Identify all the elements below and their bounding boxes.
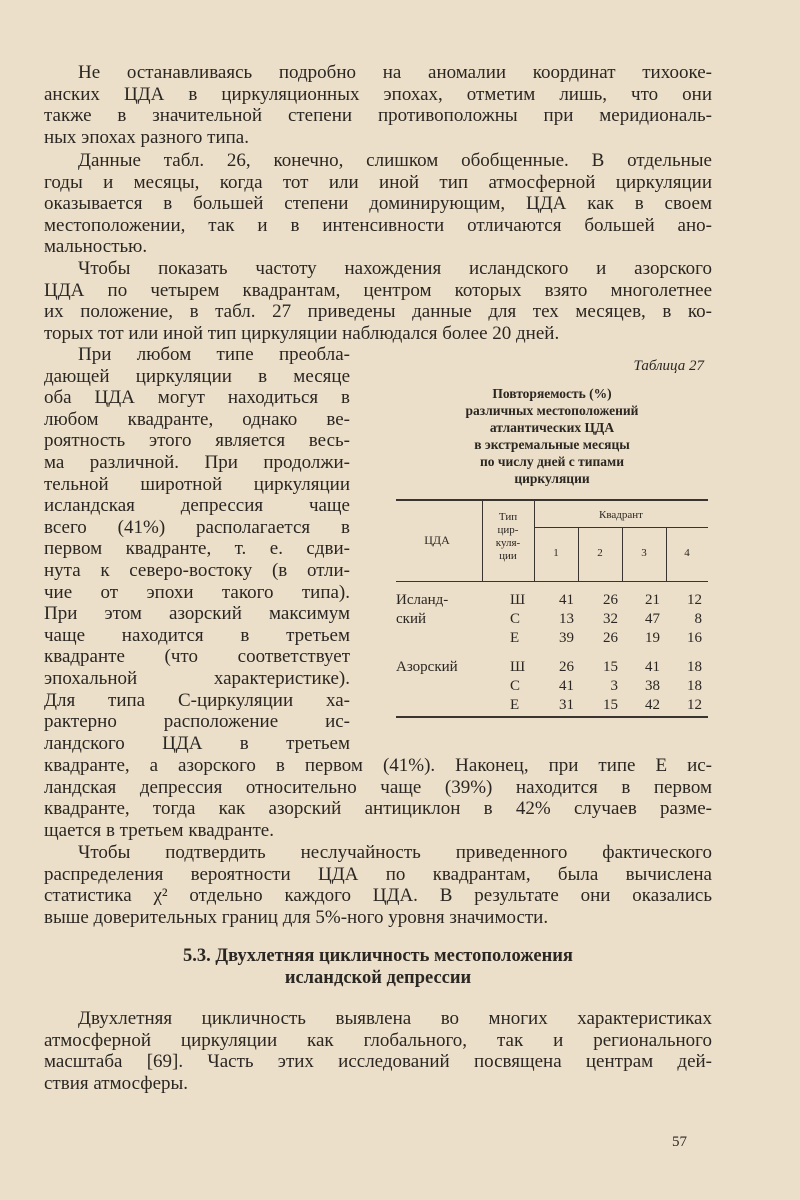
circulation-type: Е [510,630,520,646]
table-cell-value: 15 [603,659,618,675]
text-line: ствия атмосферы. [44,1072,189,1094]
text-line: Для типа С-циркуляции ха- [44,689,350,711]
text-line: квадранте, а азорского в первом (41%). Наконец, при типе Е ис- [44,755,712,776]
table-27 [396,358,708,718]
table-cell-value: 13 [559,611,574,627]
table-cell-value: 12 [687,592,702,608]
table-cell-value: 32 [603,611,618,627]
header-subrule [534,527,708,528]
table-cell-value: 21 [645,592,660,608]
text-line: исландская депрессия чаще [44,495,350,517]
table-cell-value: 8 [694,611,702,627]
text-line: первом квадранте, т. е. сдви- [44,538,350,560]
text-line: Не останавливаясь подробно на аномалии координат тихооке- [78,62,712,83]
text-line: При этом азорский максимум [44,603,350,625]
header-q2: 2 [597,547,603,559]
table-cell-value: 3 [610,678,618,694]
table-cell-value: 41 [559,592,574,608]
table-title [396,385,708,487]
text-line: атмосферной циркуляции как глобального, так и регионального [44,1029,712,1051]
table-title-line: по числу дней с типами [479,454,625,469]
header-type-line: цир- [497,524,519,536]
text-line: масштаба [69]. Часть этих исследований посвящена центрам дей- [44,1051,712,1073]
text-line: выше доверительных границ для 5%-ного уровня значимости. [44,906,549,928]
table-body [396,582,708,718]
cda-name: ский [396,611,426,627]
paragraph-5 [44,842,712,928]
header-type-line: Тип [498,511,518,523]
table-cell-value: 31 [559,697,574,713]
paragraph-3 [44,258,712,344]
circulation-type: Ш [510,592,526,608]
table-cell-value: 26 [603,630,618,646]
text-line: ных эпохах разного типа. [44,126,249,148]
section-heading [44,945,712,989]
text-line: тельной широтной циркуляции [44,473,350,495]
text-line: нута к северо-востоку (в отли- [44,559,350,581]
cda-name: Азорский [396,659,458,675]
header-circulation-type [482,511,534,563]
table-cell-value: 47 [645,611,660,627]
table-title-line: различных местоположений [465,403,639,418]
text-line: анских ЦДА в циркуляционных эпохах, отметим лишь, что они [44,83,712,105]
text-line: мальностью. [44,236,148,258]
paragraph-1 [44,62,712,148]
text-line: ЦДА по четырем квадрантам, центром которых взято многолетнее [44,279,712,301]
text-line: оба ЦДА могут находиться в [44,387,350,409]
paragraph-4-continued [44,755,712,841]
text-line: рактерно расположение ис- [44,711,350,733]
text-line: чие от эпохи такого типа). [44,581,350,603]
table-cell-value: 18 [687,659,702,675]
text-line: Чтобы показать частоту нахождения исландского и азорского [78,258,712,279]
paragraph-2 [44,150,712,258]
text-line: ландского ЦДА в третьем [44,732,350,754]
header-q3: 3 [641,547,647,559]
header-cda: ЦДА [424,533,450,547]
header-q1: 1 [553,547,559,559]
text-line: чаще находится в третьем [44,624,350,646]
header-type-line: куля- [495,537,521,549]
text-line: любом квадранте, однако ве- [44,408,350,430]
text-line: квадранте (что соответствует [44,646,350,668]
text-line: всего (41%) располагается в [44,516,350,538]
table-cell-value: 26 [559,659,574,675]
table-cell-value: 38 [645,678,660,694]
header-q4: 4 [684,547,690,559]
text-line: Данные табл. 26, конечно, слишком обобщенные. В отдельные [78,150,712,171]
text-line: дающей циркуляции в месяце [44,365,350,387]
text-line: их положение, в табл. 27 приведены данные для тех месяцев, в ко- [44,301,712,323]
text-line: Чтобы подтвердить неслучайность приведенного фактического [78,842,712,863]
text-line: Двухлетняя цикличность выявлена во многих характеристиках [78,1008,712,1029]
text-line: местоположении, так и в интенсивности отличаются большей ано- [44,214,712,236]
text-line: ландская депрессия относительно чаще (39%) находится в первом [44,776,712,798]
circulation-type: С [510,678,521,694]
table-title-line: Повторяемость (%) [492,386,612,401]
paragraph-6 [44,1008,712,1094]
circulation-type: С [510,611,521,627]
paragraph-4-wrapped [44,344,350,754]
text-line: торых тот или иной тип циркуляции наблюдался более 20 дней. [44,322,560,344]
circulation-type: Ш [510,659,526,675]
text-line: квадранте, тогда как азорский антициклон в 42% случаев разме- [44,798,712,820]
cda-name: Исланд- [396,592,449,608]
table-cell-value: 16 [687,630,702,646]
table-title-line: атлантических ЦДА [489,420,615,435]
section-heading-line-1: 5.3. Двухлетняя цикличность местоположения [183,946,573,966]
table-cell-value: 39 [559,630,574,646]
text-line: статистика χ² отдельно каждого ЦДА. В результате они оказались [44,885,712,907]
circulation-type: Е [510,697,520,713]
text-line: распределения вероятности ЦДА по квадрантам, была вычислена [44,863,712,885]
table-title-line: в экстремальные месяцы [474,437,630,452]
header-type-line: ции [499,550,517,562]
text-line: роятность этого является весь- [44,430,350,452]
table-cell-value: 26 [603,592,618,608]
header-quadrant: Квадрант [599,509,643,521]
table-header [396,501,708,582]
table-cell-value: 18 [687,678,702,694]
table-cell-value: 15 [603,697,618,713]
text-line: щается в третьем квадранте. [44,819,274,841]
table-cell-value: 41 [559,678,574,694]
table-cell-value: 19 [645,630,660,646]
text-line: годы и месяцы, когда тот или иной тип атмосферной циркуляции [44,171,712,193]
table-cell-value: 12 [687,697,702,713]
text-line: эпохальной характеристике). [44,667,350,689]
table-caption: Таблица 27 [633,358,704,374]
page-number: 57 [672,1134,687,1150]
text-line: также в значительной степени противоположны при меридиональ- [44,105,712,127]
text-line: При любом типе преобла- [78,344,350,365]
table-title-line: циркуляции [514,471,590,486]
section-heading-line-2: исландской депрессии [284,968,472,988]
table-cell-value: 42 [645,697,660,713]
text-line: ма различной. При продолжи- [44,451,350,473]
text-line: оказывается в большей степени доминирующим, ЦДА как в своем [44,193,712,215]
table-cell-value: 41 [645,659,660,675]
